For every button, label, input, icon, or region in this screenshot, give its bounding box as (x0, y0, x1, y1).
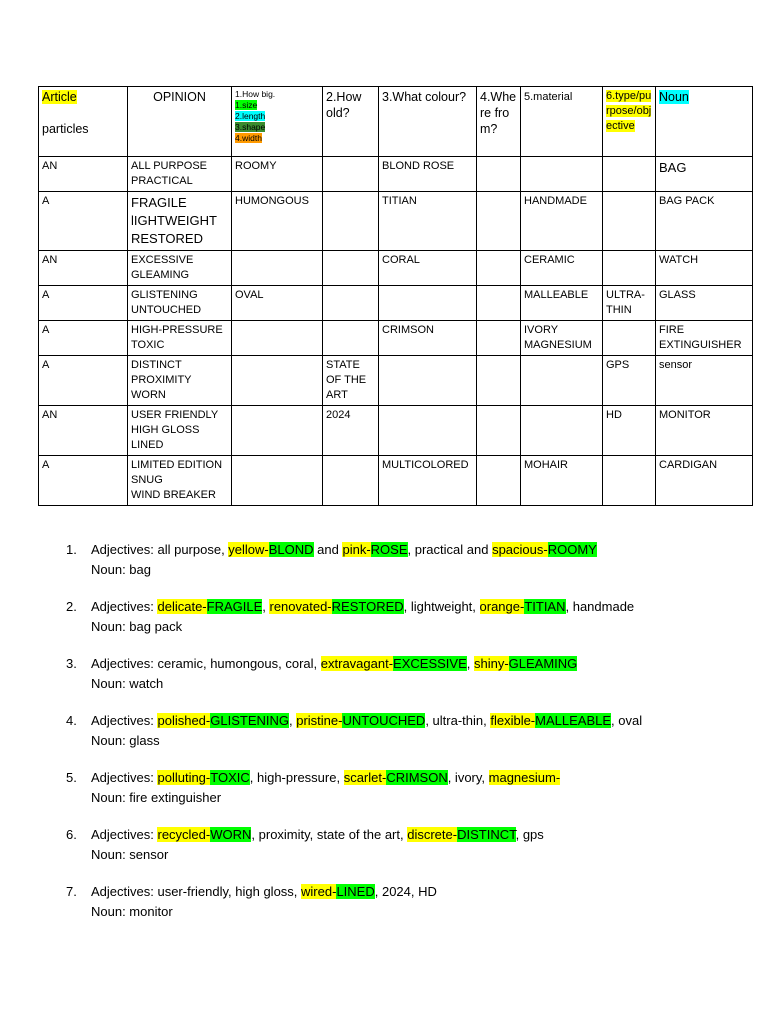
adjective-text: , practical and (407, 542, 493, 557)
cell-type (603, 456, 656, 506)
adjective-text: , handmade (565, 599, 635, 614)
adjective-highlight: ROSE (370, 542, 408, 557)
cell-material (521, 251, 603, 286)
synonym-highlight: discrete- (407, 827, 458, 842)
cell-colour (379, 321, 477, 356)
cell-size (232, 192, 323, 251)
synonym-highlight: scarlet- (343, 770, 387, 785)
list-item (66, 654, 746, 694)
synonym-highlight: yellow- (228, 542, 269, 557)
cell-article (39, 321, 128, 356)
cell-origin (477, 192, 521, 251)
noun-value: CARDIGAN (659, 459, 718, 471)
noun-value: FIRE EXTINGUISHER (659, 324, 742, 351)
cell-material (521, 157, 603, 192)
cell-article (39, 406, 128, 456)
adjectives-line (91, 711, 746, 731)
noun-line: Noun: glass (91, 733, 160, 748)
how-big-size: 1.size (235, 100, 258, 110)
how-big-length: 2.length (235, 111, 266, 121)
cell-age (323, 286, 379, 321)
header-noun (656, 87, 753, 157)
cell-colour (379, 456, 477, 506)
cell-size (232, 157, 323, 192)
header-material (521, 87, 603, 157)
opinion-line: EXCESSIVE (131, 254, 194, 266)
cell-noun (656, 157, 753, 192)
table-row (39, 321, 753, 356)
adjective-text: , oval (611, 713, 643, 728)
adjective-highlight: ROOMY (547, 542, 597, 557)
cell-age (323, 192, 379, 251)
opinion-line: GLEAMING (131, 269, 190, 281)
cell-type (603, 286, 656, 321)
list-number: 6. (66, 827, 77, 842)
cell-noun (656, 286, 753, 321)
synonym-highlight: pink- (342, 542, 371, 557)
table-row (39, 157, 753, 192)
how-big-title: 1.How big. (235, 89, 276, 99)
header-type-label: 6.type/purpose/objective (606, 90, 652, 132)
adjective-text: , (262, 599, 270, 614)
header-noun-label: Noun (659, 90, 689, 104)
synonym-highlight: polluting- (157, 770, 211, 785)
adjective-highlight: DISTINCT (457, 827, 516, 842)
adjective-text: Adjectives: (91, 770, 158, 785)
size-value: OVAL (235, 289, 264, 301)
adjective-highlight: GLEAMING (508, 656, 578, 671)
cell-article (39, 157, 128, 192)
noun-line: Noun: monitor (91, 904, 173, 919)
cell-noun (656, 192, 753, 251)
table-row (39, 356, 753, 406)
age-value: 2024 (326, 409, 351, 421)
cell-colour (379, 286, 477, 321)
article-value: A (42, 359, 50, 371)
cell-opinion (128, 286, 232, 321)
cell-type (603, 356, 656, 406)
adjective-order-table (38, 86, 753, 506)
adjective-text: Adjectives: user-friendly, high gloss, (91, 884, 302, 899)
list-number: 7. (66, 884, 77, 899)
synonym-highlight: magnesium- (488, 770, 561, 785)
cell-colour (379, 406, 477, 456)
material-value: IVORY MAGNESIUM (524, 324, 592, 351)
adjective-highlight: UNTOUCHED (342, 713, 426, 728)
adjective-highlight: MALLEABLE (535, 713, 612, 728)
adjective-text: , lightweight, (403, 599, 480, 614)
cell-age (323, 456, 379, 506)
cell-size (232, 356, 323, 406)
list-item (66, 825, 746, 865)
header-how-old-label: 2.How old? (326, 90, 362, 120)
cell-colour (379, 356, 477, 406)
noun-line: Noun: fire extinguisher (91, 790, 222, 805)
article-value: A (42, 459, 50, 471)
adjective-highlight: FRAGILE (206, 599, 263, 614)
cell-noun (656, 356, 753, 406)
opinion-line: WORN (131, 389, 166, 401)
synonym-highlight: shiny- (473, 656, 509, 671)
header-type (603, 87, 656, 157)
list-number: 3. (66, 656, 77, 671)
list-number: 2. (66, 599, 77, 614)
colour-value: CORAL (382, 254, 420, 266)
opinion-line: FRAGILE (131, 195, 187, 210)
adjective-text: , proximity, state of the art, (251, 827, 408, 842)
adjectives-line (91, 768, 746, 788)
adjective-text: , (466, 656, 474, 671)
header-opinion-label: OPINION (153, 90, 206, 104)
table-row (39, 286, 753, 321)
cell-size (232, 251, 323, 286)
age-value: STATE OF THE ART (326, 359, 367, 401)
table-row (39, 192, 753, 251)
cell-material (521, 286, 603, 321)
opinion-line: LIMITED EDITION (131, 459, 223, 471)
opinion-line: HIGH-PRESSURE (131, 324, 223, 336)
material-value: HANDMADE (524, 195, 587, 207)
adjective-text: , ultra-thin, (425, 713, 491, 728)
cell-origin (477, 286, 521, 321)
header-article-label: Article (42, 90, 77, 104)
cell-type (603, 157, 656, 192)
adjective-text: Adjectives: ceramic, humongous, coral, (91, 656, 321, 671)
cell-size (232, 406, 323, 456)
adjective-text: , high-pressure, (249, 770, 344, 785)
how-big-width: 4.width (235, 133, 262, 143)
cell-noun (656, 406, 753, 456)
article-value: AN (42, 409, 58, 421)
cell-material (521, 406, 603, 456)
article-value: A (42, 324, 50, 336)
synonym-highlight: delicate- (157, 599, 207, 614)
noun-value: sensor (659, 359, 693, 371)
size-value: HUMONGOUS (235, 195, 309, 207)
cell-type (603, 406, 656, 456)
noun-value: BAG PACK (659, 195, 715, 207)
noun-line: Noun: sensor (91, 847, 169, 862)
cell-colour (379, 157, 477, 192)
list-number: 1. (66, 542, 77, 557)
synonym-highlight: pristine- (296, 713, 343, 728)
opinion-line: WIND BREAKER (131, 489, 216, 501)
material-value: MOHAIR (524, 459, 568, 471)
noun-value: WATCH (659, 254, 699, 266)
header-where-from (477, 87, 521, 157)
colour-value: TITIAN (382, 195, 417, 207)
colour-value: BLOND ROSE (382, 160, 455, 172)
opinion-line: RESTORED (131, 231, 203, 246)
cell-opinion (128, 321, 232, 356)
opinion-line: lIGHTWEIGHT (131, 213, 217, 228)
cell-noun (656, 456, 753, 506)
noun-line: Noun: bag pack (91, 619, 183, 634)
header-where-from-label: 4.Where from? (480, 90, 517, 136)
list-item (66, 768, 746, 808)
opinion-line: USER FRIENDLY (131, 409, 219, 421)
material-value: CERAMIC (524, 254, 575, 266)
list-item (66, 597, 746, 637)
header-particles-label: particles (42, 122, 89, 136)
cell-opinion (128, 456, 232, 506)
adjectives-line (91, 597, 746, 617)
cell-age (323, 356, 379, 406)
cell-size (232, 321, 323, 356)
adjectives-line (91, 882, 746, 902)
colour-value: MULTICOLORED (382, 459, 469, 471)
material-value: MALLEABLE (524, 289, 589, 301)
adjective-highlight: CRIMSON (386, 770, 448, 785)
list-number: 4. (66, 713, 77, 728)
synonym-highlight: polished- (157, 713, 211, 728)
opinion-line: PRACTICAL (131, 175, 193, 187)
cell-opinion (128, 192, 232, 251)
noun-line: Noun: watch (91, 676, 164, 691)
how-big-shape: 3.shape (235, 122, 266, 132)
cell-origin (477, 251, 521, 286)
cell-article (39, 456, 128, 506)
cell-type (603, 321, 656, 356)
synonym-highlight: renovated- (269, 599, 332, 614)
cell-size (232, 286, 323, 321)
header-row (39, 87, 753, 157)
opinion-line: DISTINCT (131, 359, 182, 371)
adjective-highlight: WORN (210, 827, 252, 842)
adjective-text: , (289, 713, 297, 728)
synonym-highlight: spacious- (492, 542, 548, 557)
adjective-text: and (313, 542, 343, 557)
synonym-highlight: wired- (301, 884, 337, 899)
article-value: AN (42, 160, 58, 172)
adjective-highlight: TITIAN (524, 599, 566, 614)
cell-age (323, 406, 379, 456)
table-row (39, 251, 753, 286)
opinion-line: ALL PURPOSE (131, 160, 208, 172)
cell-origin (477, 456, 521, 506)
adjective-text: , ivory, (447, 770, 489, 785)
cell-material (521, 456, 603, 506)
cell-age (323, 157, 379, 192)
header-colour-label: 3.What colour? (382, 90, 467, 104)
cell-origin (477, 406, 521, 456)
synonym-highlight: recycled- (157, 827, 211, 842)
adjective-text: Adjectives: (91, 713, 158, 728)
adjectives-line (91, 825, 746, 845)
table-body (39, 157, 753, 506)
opinion-line: SNUG (131, 474, 163, 486)
synonym-highlight: flexible- (490, 713, 536, 728)
header-colour (379, 87, 477, 157)
opinion-line: HIGH GLOSS (131, 424, 200, 436)
header-opinion (128, 87, 232, 157)
cell-article (39, 192, 128, 251)
adjectives-line (91, 654, 746, 674)
cell-origin (477, 356, 521, 406)
header-how-big (232, 87, 323, 157)
adjective-highlight: RESTORED (331, 599, 404, 614)
cell-colour (379, 192, 477, 251)
cell-origin (477, 321, 521, 356)
cell-opinion (128, 406, 232, 456)
adjective-text: Adjectives: (91, 827, 158, 842)
adjective-list (66, 540, 746, 939)
opinion-line: GLISTENING (131, 289, 198, 301)
adjective-text: , gps (515, 827, 544, 842)
cell-age (323, 321, 379, 356)
cell-opinion (128, 251, 232, 286)
article-value: AN (42, 254, 58, 266)
cell-age (323, 251, 379, 286)
opinion-line: PROXIMITY (131, 374, 192, 386)
opinion-line: UNTOUCHED (131, 304, 202, 316)
cell-colour (379, 251, 477, 286)
cell-type (603, 251, 656, 286)
cell-material (521, 321, 603, 356)
type-value: ULTRA-THIN (606, 289, 645, 316)
adjective-text: , 2024, HD (374, 884, 437, 899)
type-value: GPS (606, 359, 630, 371)
cell-noun (656, 251, 753, 286)
cell-article (39, 286, 128, 321)
colour-value: CRIMSON (382, 324, 434, 336)
adjective-highlight: GLISTENING (210, 713, 289, 728)
opinion-line: TOXIC (131, 339, 165, 351)
adjective-highlight: EXCESSIVE (393, 656, 467, 671)
noun-value: GLASS (659, 289, 696, 301)
cell-article (39, 251, 128, 286)
noun-line: Noun: bag (91, 562, 151, 577)
cell-size (232, 456, 323, 506)
cell-material (521, 356, 603, 406)
header-article (39, 87, 128, 157)
adjective-text: Adjectives: all purpose, (91, 542, 229, 557)
cell-type (603, 192, 656, 251)
header-material-label: 5.material (524, 91, 573, 103)
adjective-highlight: LINED (336, 884, 375, 899)
list-item (66, 882, 746, 922)
adjective-text: Adjectives: (91, 599, 158, 614)
cell-noun (656, 321, 753, 356)
list-number: 5. (66, 770, 77, 785)
article-value: A (42, 289, 50, 301)
synonym-highlight: extravagant- (320, 656, 394, 671)
table-row (39, 406, 753, 456)
cell-origin (477, 157, 521, 192)
adjective-highlight: TOXIC (210, 770, 250, 785)
cell-opinion (128, 356, 232, 406)
opinion-line: LINED (131, 439, 164, 451)
adjectives-line (91, 540, 746, 560)
list-item (66, 540, 746, 580)
type-value: HD (606, 409, 622, 421)
list-item (66, 711, 746, 751)
header-how-old (323, 87, 379, 157)
noun-value: BAG (659, 160, 687, 175)
article-value: A (42, 195, 50, 207)
cell-article (39, 356, 128, 406)
cell-opinion (128, 157, 232, 192)
noun-value: MONITOR (659, 409, 711, 421)
synonym-highlight: orange- (479, 599, 525, 614)
cell-material (521, 192, 603, 251)
size-value: ROOMY (235, 160, 277, 172)
adjective-highlight: BLOND (268, 542, 314, 557)
table-row (39, 456, 753, 506)
